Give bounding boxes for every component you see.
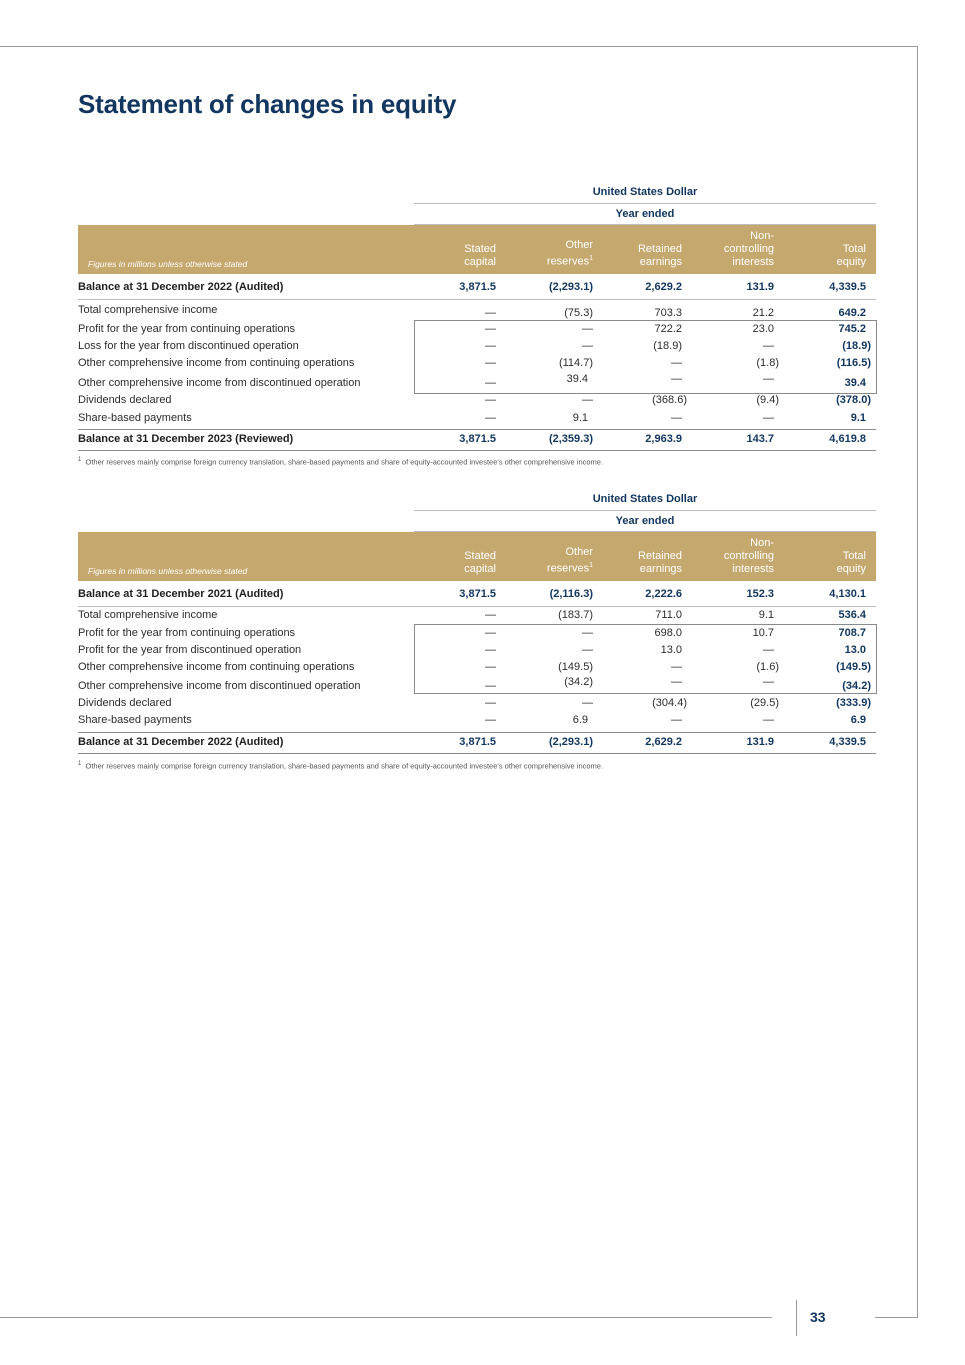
table-row: Total comprehensive income — (183.7) 711.0 9.1 536.4 [78,609,866,621]
figures-label: Figures in millions unless otherwise stated [88,566,248,576]
table-row: Other comprehensive income from discontinued operation — (34.2) — — (34.2) [78,676,871,692]
col-total-equity: Total equity [836,243,866,268]
col-retained-earnings: Retained earnings [637,243,682,268]
table-row: Share-based payments — 9.1 — — 9.1 [78,412,866,424]
figures-label: Figures in millions unless otherwise stated [88,259,248,269]
col-non-controlling-interests: Non- controlling interests [723,230,774,268]
table-row: Other comprehensive income from discontinued operation — 39.4 — — 39.4 [78,373,866,389]
table-row: Share-based payments — 6.9 — — 6.9 [78,714,866,726]
page-number: 33 [810,1309,826,1325]
row-divider [78,732,876,733]
table-row: Other comprehensive income from continuing operations — (114.7) — (1.8) (116.5) [78,357,871,369]
page-frame-right [917,46,918,1318]
table-row: Total comprehensive income — (75.3) 703.3 21.2 649.2 [78,304,866,319]
table-row: Profit for the year from continuing operations — — 722.2 23.0 745.2 [78,323,866,335]
col-other-reserves: Other reserves$^1$ [546,239,593,268]
page-number-divider [796,1300,797,1336]
table-row: Loss for the year from discontinued operation — — (18.9) — (18.9) [78,340,871,352]
col-non-controlling-interests: Non- controlling interests [723,537,774,575]
footnote: $^1$ Other reserves mainly comprise foreign currency translation, share-based payments and share of equity-accounted investee's other comprehensive income. [78,761,604,771]
table-row: Dividends declared — — (304.4) (29.5) (333.9) [78,697,871,709]
closing-balance-row: Balance at 31 December 2023 (Reviewed) 3,871.5 (2,359.3) 2,963.9 143.7 4,619.8 [78,433,866,445]
table-row: Profit for the year from discontinued operation — — 13.0 — 13.0 [78,644,866,656]
page-frame-top [0,46,918,47]
equity-table-2023 [78,184,876,474]
period-header: Year ended [615,515,675,527]
row-divider [78,429,876,430]
page-frame-bottom [0,1317,772,1318]
header-rule [414,203,876,204]
period-header: Year ended [615,208,675,220]
page-title: Statement of changes in equity [78,89,457,119]
opening-balance-row: Balance at 31 December 2022 (Audited) 3,871.5 (2,293.1) 2,629.2 131.9 4,339.5 [78,281,866,293]
footnote: $^1$ Other reserves mainly comprise foreign currency translation, share-based payments and share of equity-accounted investee's other comprehensive income. [78,457,604,467]
col-total-equity: Total equity [836,550,866,575]
table-row: Profit for the year from continuing operations — — 698.0 10.7 708.7 [78,627,866,639]
opening-balance-row: Balance at 31 December 2021 (Audited) 3,871.5 (2,116.3) 2,222.6 152.3 4,130.1 [78,588,866,600]
currency-header: United States Dollar [592,493,698,505]
closing-balance-row: Balance at 31 December 2022 (Audited) 3,871.5 (2,293.1) 2,629.2 131.9 4,339.5 [78,736,866,748]
currency-header: United States Dollar [592,186,698,198]
col-retained-earnings: Retained earnings [637,550,682,575]
table-row: Dividends declared — — (368.6) (9.4) (378.0) [78,394,871,406]
equity-table-2022 [78,491,876,781]
row-divider [78,450,876,451]
table-row: Other comprehensive income from continuing operations — (149.5) — (1.6) (149.5) [78,661,871,673]
page-frame-bottom-right [875,1317,918,1318]
col-stated-capital: Stated capital [464,550,496,575]
column-header-band [78,532,876,581]
column-header-band [78,225,876,274]
row-divider [78,299,876,300]
col-other-reserves: Other reserves$^1$ [546,546,593,575]
row-divider [78,753,876,754]
header-rule [414,510,876,511]
col-stated-capital: Stated capital [464,243,496,268]
